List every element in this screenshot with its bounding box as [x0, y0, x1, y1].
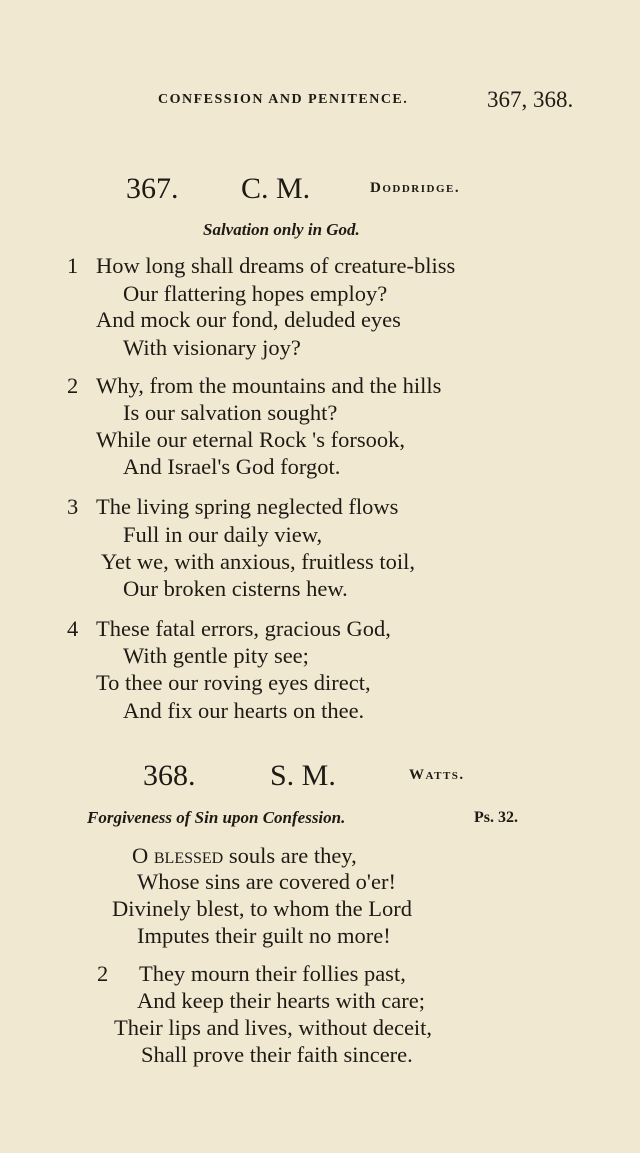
verse-line: Shall prove their faith sincere. — [141, 1042, 413, 1067]
verse-line: Yet we, with anxious, fruitless toil, — [101, 549, 415, 574]
verse-line: With gentle pity see; — [123, 643, 309, 668]
verse-number: 3 — [67, 494, 79, 519]
verse-line: And keep their hearts with care; — [137, 988, 426, 1013]
verse-line: Is our salvation sought? — [123, 400, 338, 425]
verse-line: Our flattering hopes employ? — [123, 281, 388, 306]
verse-line: Divinely blest, to whom the Lord — [112, 896, 412, 921]
verse-line: With visionary joy? — [123, 335, 301, 360]
verse-number: 2 — [97, 961, 109, 986]
hymn-subtitle: Forgiveness of Sin upon Confession. — [87, 808, 346, 827]
hymn-subtitle: Salvation only in God. — [203, 220, 360, 239]
verse-line: And Israel's God forgot. — [123, 454, 341, 479]
verse-line: Our broken cisterns hew. — [123, 576, 348, 601]
hymn-number: 368. — [143, 759, 196, 792]
hymn-meter: S. M. — [270, 759, 336, 792]
verse-line — [132, 845, 357, 868]
verse-line: How long shall dreams of creature-bliss — [96, 253, 456, 278]
verse-line: Their lips and lives, without deceit, — [114, 1015, 433, 1040]
verse-line: And mock our fond, deluded eyes — [96, 307, 401, 332]
verse-number: 2 — [67, 373, 79, 398]
verse-line: Full in our daily view, — [123, 522, 323, 547]
verse-line: While our eternal Rock 's forsook, — [96, 427, 405, 452]
verse-line-rest: souls are they, — [228, 843, 357, 868]
verse-line: The living spring neglected flows — [96, 494, 399, 519]
verse-line: Whose sins are covered o'er! — [137, 869, 396, 894]
hymn-number: 367. — [126, 172, 179, 205]
verse-line: And fix our hearts on thee. — [123, 698, 365, 723]
verse-number: 1 — [67, 253, 79, 278]
verse-first-word: O blessed — [132, 843, 224, 868]
verse-line: Why, from the mountains and the hills — [96, 373, 442, 398]
running-header-title: CONFESSION AND PENITENCE. — [158, 92, 409, 107]
verse-line: Imputes their guilt no more! — [137, 923, 391, 948]
verse-number: 4 — [67, 616, 79, 641]
verse-line: To thee our roving eyes direct, — [96, 670, 371, 695]
hymn-meter: C. M. — [241, 172, 311, 205]
hymn-author: Watts. — [409, 767, 465, 783]
verse-line: These fatal errors, gracious God, — [96, 616, 391, 641]
psalm-reference: Ps. 32. — [474, 809, 518, 826]
running-header-pages: 367, 368. — [487, 87, 574, 112]
hymn-author: Doddridge. — [370, 180, 461, 196]
verse-line: They mourn their follies past, — [139, 961, 406, 986]
